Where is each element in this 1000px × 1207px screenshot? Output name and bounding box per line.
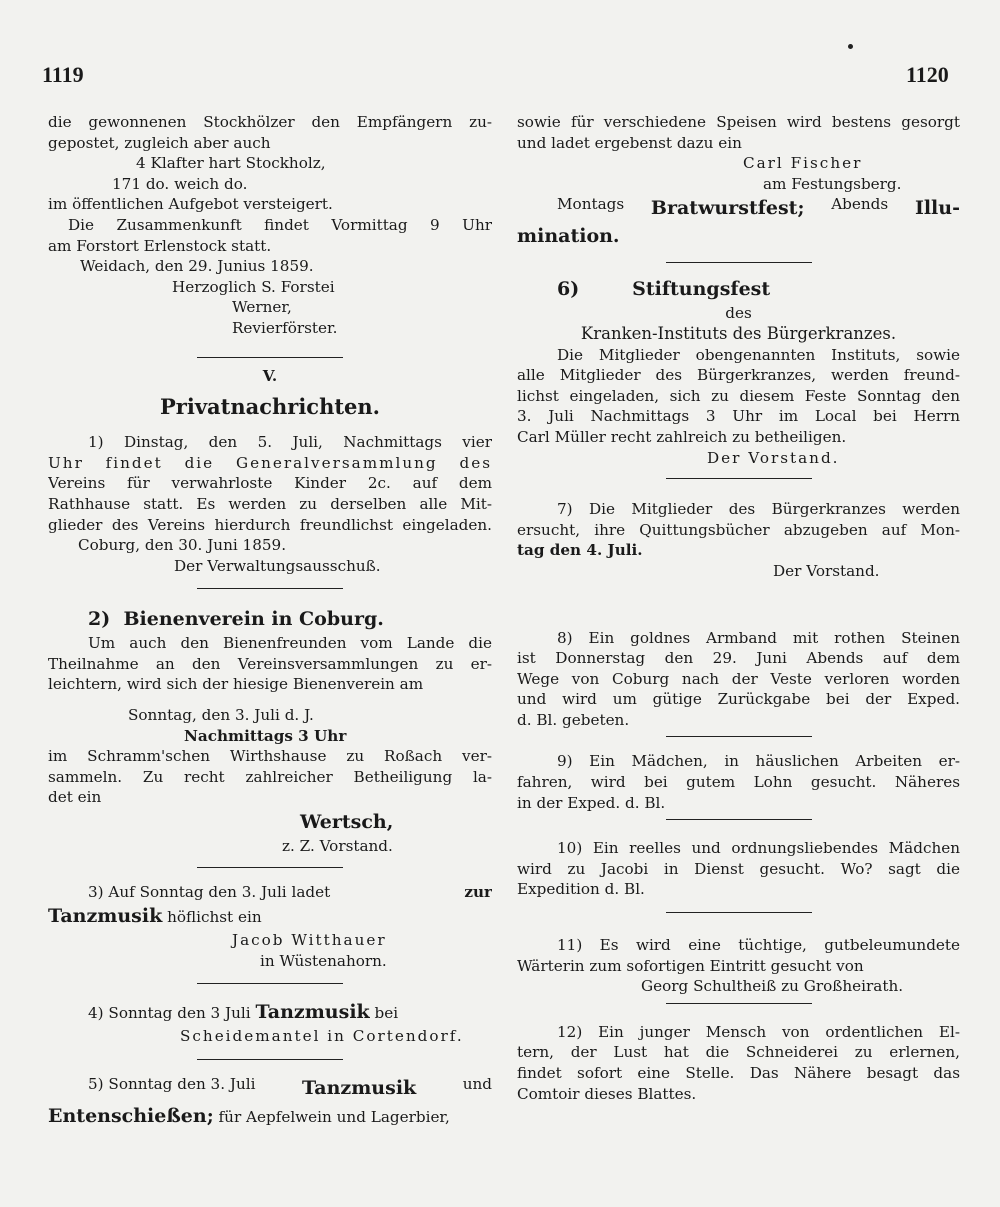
signature-name: Werner, bbox=[232, 298, 292, 317]
notice-number: 2) bbox=[88, 608, 111, 631]
signature-office: Herzoglich S. Forstei bbox=[172, 277, 335, 296]
illumination-label: Illu- bbox=[914, 197, 960, 220]
text-span: höflichst ein bbox=[167, 908, 262, 927]
text-line: Rathhause statt. Es werden zu derselben alle Mit- bbox=[48, 494, 492, 513]
notice-9 bbox=[517, 751, 960, 813]
text-line: findet sofort eine Stelle. Das Nähere besagt das bbox=[517, 1064, 960, 1082]
text-line: Expedition d. Bl. bbox=[517, 880, 645, 899]
text-line: Um auch den Bienenfreunden vom Lande die bbox=[88, 634, 492, 653]
notice-5-continued bbox=[517, 112, 960, 250]
text-span: 5) Sonntag den 3. Juli bbox=[88, 1075, 256, 1093]
signature: Der Vorstand. bbox=[773, 561, 880, 580]
text-line: sammeln. Zu recht zahlreicher Betheiligung la- bbox=[48, 767, 492, 786]
text-span: für Aepfelwein und Lagerbier, bbox=[218, 1108, 450, 1126]
text-line: ist Donnerstag den 29. Juni Abends auf dem bbox=[517, 649, 960, 668]
page-number-left: 1119 bbox=[42, 62, 84, 87]
text-span: bei bbox=[374, 1004, 399, 1023]
signature-title: Revierförster. bbox=[232, 318, 338, 337]
notice-2 bbox=[48, 605, 492, 856]
signature: Der Verwaltungsausschuß. bbox=[174, 556, 381, 575]
notice-4 bbox=[48, 998, 492, 1047]
text-line: die gewonnenen Stockhölzer den Empfängern zu- bbox=[48, 113, 492, 131]
text-line: Wärterin zum sofortigen Eintritt gesucht von bbox=[517, 956, 864, 975]
text-line: Die Mitglieder obengenannten Instituts, sowie bbox=[557, 345, 960, 364]
signature-title: z. Z. Vorstand. bbox=[282, 837, 393, 856]
text-line: in der Exped. d. Bl. bbox=[517, 793, 666, 812]
notice-11 bbox=[517, 935, 960, 997]
text-line bbox=[48, 1102, 492, 1130]
text-line bbox=[48, 882, 492, 903]
text-line: 3. Juli Nachmittags 3 Uhr im Local bei Herrn bbox=[517, 407, 960, 426]
signature-place: am Festungsberg. bbox=[763, 174, 902, 193]
text-line: des bbox=[725, 304, 752, 323]
text-line: am Forstort Erlenstock statt. bbox=[48, 236, 272, 255]
notice-3 bbox=[48, 882, 492, 972]
text-span: Abends bbox=[831, 195, 889, 214]
signature-name: Carl Fischer bbox=[743, 154, 863, 173]
dance-music-label: Tanzmusik bbox=[255, 1001, 370, 1024]
notice-6 bbox=[517, 275, 960, 468]
section-number: V. bbox=[262, 366, 278, 385]
text-line: 9) Ein Mädchen, in häuslichen Arbeiten er- bbox=[557, 752, 960, 771]
place-date: Weidach, den 29. Junius 1859. bbox=[80, 257, 314, 276]
text-line: im öffentlichen Aufgebot versteigert. bbox=[48, 195, 333, 214]
text-line: und ladet ergebenst dazu ein bbox=[517, 133, 742, 152]
notice-5 bbox=[48, 1074, 492, 1130]
forest-auction-notice bbox=[48, 112, 492, 339]
text-line: sowie für verschiedene Speisen wird bestens gesorgt bbox=[517, 113, 960, 131]
text-span: 3) Auf Sonntag den 3. Juli ladet bbox=[88, 882, 331, 901]
notice-subtitle: Kranken-Instituts des Bürgerkranzes. bbox=[580, 323, 897, 343]
text-line: 12) Ein junger Mensch von ordentlichen El- bbox=[557, 1022, 960, 1041]
left-column bbox=[48, 112, 492, 1130]
dance-music-label: Tanzmusik bbox=[48, 905, 163, 928]
notice-1 bbox=[48, 432, 492, 576]
notice-heading bbox=[517, 275, 960, 303]
text-line: glieder des Vereins hierdurch freundlichst eingeladen. bbox=[48, 515, 492, 534]
page-number-right: 1120 bbox=[906, 62, 949, 87]
text-line: d. Bl. gebeten. bbox=[517, 710, 630, 729]
text-line: Carl Müller recht zahlreich zu betheiligen. bbox=[517, 427, 847, 446]
text-line: det ein bbox=[48, 788, 102, 807]
text-line: Vereins für verwahrloste Kinder 2c. auf dem bbox=[48, 474, 492, 493]
text-line: alle Mitglieder des Bürgerkranzes, werden freund- bbox=[517, 366, 960, 385]
notice-12 bbox=[517, 1022, 960, 1104]
text-line: Uhr findet die Generalversammlung des bbox=[48, 453, 492, 472]
text-line: 7) Die Mitglieder des Bürgerkranzes werden bbox=[557, 500, 960, 519]
text-line: im Schramm'schen Wirthshause zu Roßach ver- bbox=[48, 747, 492, 766]
duck-shooting-label: Entenschießen; bbox=[48, 1105, 214, 1127]
text-line: 8) Ein goldnes Armband mit rothen Steinen bbox=[557, 628, 960, 647]
notice-title: Stiftungsfest bbox=[632, 278, 771, 301]
text-line: gepostet, zugleich aber auch bbox=[48, 133, 271, 152]
signature-name: Jacob Witthauer bbox=[232, 931, 387, 950]
text-line: leichtern, wird sich der hiesige Bienenverein am bbox=[48, 675, 424, 694]
ink-speck bbox=[848, 44, 853, 49]
text-line: und wird um gütige Zurückgabe bei der Exped. bbox=[517, 690, 960, 709]
notice-8 bbox=[517, 628, 960, 731]
notice-10 bbox=[517, 838, 960, 900]
text-line: Wege von Coburg nach der Veste verloren worden bbox=[517, 669, 960, 688]
place-date: Coburg, den 30. Juni 1859. bbox=[78, 536, 287, 555]
text-span: und bbox=[462, 1075, 492, 1093]
text-line: 171 do. weich do. bbox=[112, 174, 248, 193]
text-line: Die Zusammenkunft findet Vormittag 9 Uhr bbox=[68, 215, 492, 234]
bratwurst-label: Bratwurstfest; bbox=[650, 197, 805, 220]
event-time: Nachmittags 3 Uhr bbox=[184, 726, 347, 745]
notice-number: 6) bbox=[557, 278, 580, 301]
text-line: 10) Ein reelles und ordnungsliebendes Mädchen bbox=[557, 839, 960, 858]
dance-music-label: Tanzmusik bbox=[301, 1077, 417, 1099]
signature: Georg Schultheiß zu Großheirath. bbox=[641, 977, 904, 996]
text-line: Comtoir dieses Blattes. bbox=[517, 1084, 697, 1103]
notice-heading bbox=[48, 605, 492, 633]
text-span: zur bbox=[464, 882, 492, 901]
text-span: 4) Sonntag den 3 Juli bbox=[88, 1004, 251, 1023]
text-line: Theilnahme an den Vereinsversammlungen zu er- bbox=[48, 654, 492, 673]
notice-title: Bienenverein in Coburg. bbox=[123, 608, 384, 631]
text-line bbox=[48, 1074, 492, 1102]
text-line: Scheidemantel in Cortendorf. bbox=[180, 1027, 464, 1046]
text-line: 4 Klafter hart Stockholz, bbox=[136, 154, 326, 173]
text-line: lichst eingeladen, sich zu diesem Feste Sonntag den bbox=[517, 386, 960, 405]
text-line bbox=[48, 998, 492, 1026]
right-column bbox=[517, 112, 960, 1104]
illumination-label-cont: mination. bbox=[517, 225, 620, 248]
section-title: Privatnachrichten. bbox=[159, 394, 380, 420]
notice-7 bbox=[517, 499, 960, 581]
text-line: ersucht, ihre Quittungsbücher abzugeben auf Mon- bbox=[517, 520, 960, 539]
signature-name: Wertsch, bbox=[300, 811, 394, 834]
text-span: Montags bbox=[557, 195, 625, 214]
text-line: 1) Dinstag, den 5. Juli, Nachmittags vier bbox=[88, 433, 492, 452]
text-line bbox=[48, 902, 492, 930]
event-date: Sonntag, den 3. Juli d. J. bbox=[128, 706, 314, 725]
signature-place: in Wüstenahorn. bbox=[260, 951, 387, 970]
text-line: fahren, wird bei gutem Lohn gesucht. Näheres bbox=[517, 773, 960, 792]
text-line: 11) Es wird eine tüchtige, gutbeleumundete bbox=[557, 936, 960, 955]
signature: Der Vorstand. bbox=[707, 448, 840, 467]
text-line: tern, der Lust hat die Schneiderei zu erlernen, bbox=[517, 1043, 960, 1062]
text-line: tag den 4. Juli. bbox=[517, 541, 643, 560]
text-line: wird zu Jacobi in Dienst gesucht. Wo? sagt die bbox=[517, 859, 960, 878]
text-line bbox=[517, 194, 960, 222]
